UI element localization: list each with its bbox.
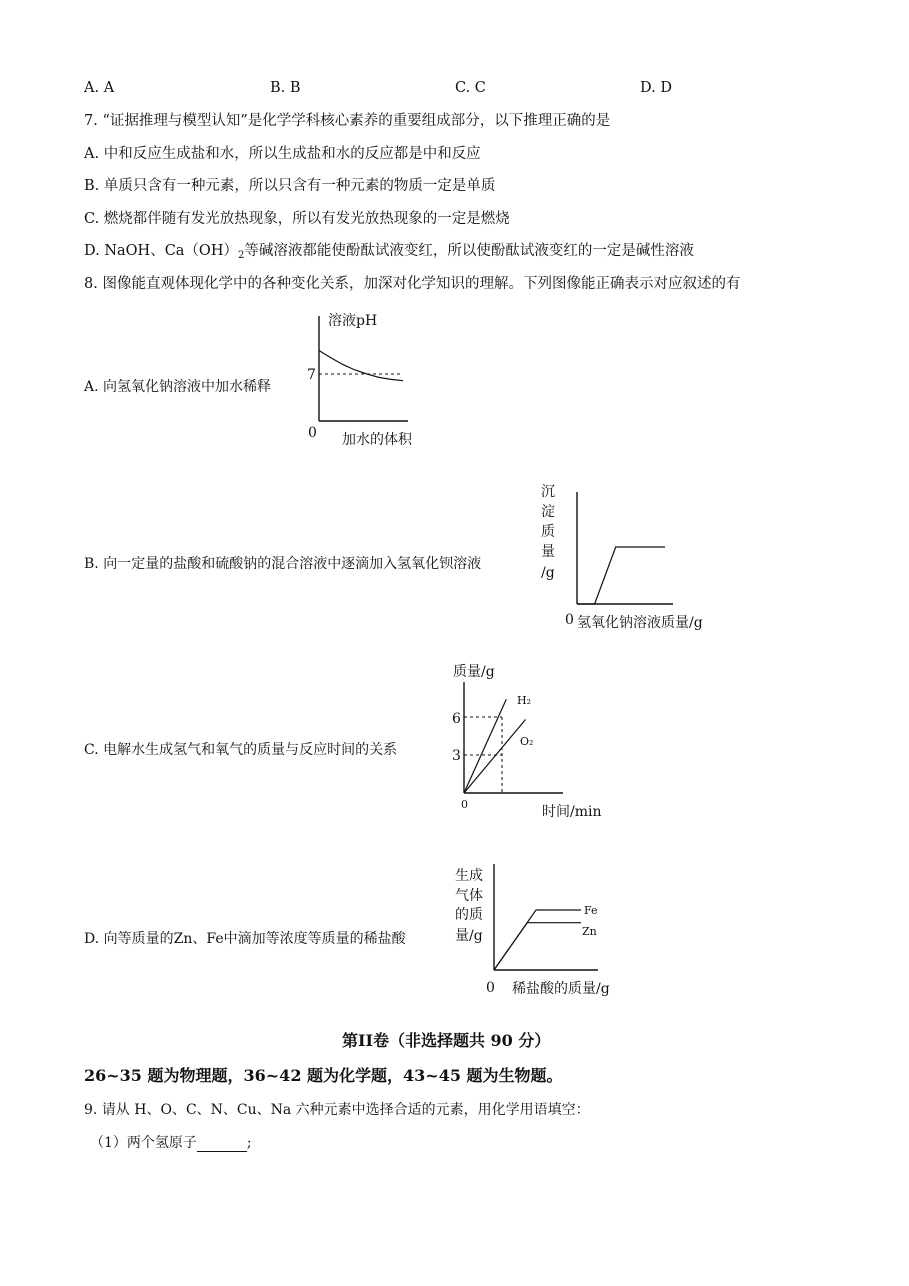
chart-b-curve [577,547,665,604]
chart-c-line-o2 [464,720,526,793]
chart-a-xlabel: 加水的体积 [342,432,412,448]
chart-d-ylabel-3: 的质 [455,907,483,923]
option-d-text-rest: 等碱溶液都能使酚酞试液变红，所以使酚酞试液变红的一定是碱性溶液 [244,243,694,259]
chart-c-line-h2 [464,699,506,793]
question-9-item-1 [90,1134,252,1152]
question-8-option-c: C. 电解水生成氢气和氧气的质量与反应时间的关系 [84,742,398,758]
chart-d-xlabel: 稀盐酸的质量/g [512,981,610,997]
question-8-stem: 8. 图像能直观体现化学中的各种变化关系，加深对化学知识的理解。下列图像能正确表示对应叙述的有 [84,276,741,292]
chart-c-label-o2: O₂ [520,735,534,748]
option-d: D. D [640,80,672,96]
chart-b-ylabel-1: 沉 [541,484,555,500]
option-a: A. A [84,80,115,96]
option-c: C. C [455,80,486,96]
chart-b-origin: 0 [565,612,574,628]
chart-b-ylabel-4: 量 [541,544,555,560]
chart-d-line-fe [494,910,581,970]
chart-d-label-fe: Fe [584,904,598,917]
chart-c-ytick-3: 3 [452,748,461,764]
part-2-title: 第II卷（非选择题共 90 分） [342,1031,551,1050]
question-8-option-b: B. 向一定量的盐酸和硫酸钠的混合溶液中逐滴加入氢氧化钡溶液 [84,556,482,572]
chart-d-label-zn: Zn [582,925,597,938]
question-7-option-c: C. 燃烧都伴随有发光放热现象，所以有发光放热现象的一定是燃烧 [84,211,510,227]
chart-a-ytick: 7 [307,367,316,383]
chart-c-origin: 0 [461,798,468,811]
chart-c-label-h2: H₂ [517,694,532,707]
chart-b-ylabel-5: /g [541,565,555,581]
chart-d-ylabel-1: 生成 [455,868,483,884]
chart-d-ylabel-4: 量/g [455,928,483,944]
chart-a-curve [319,351,403,381]
chart-b [535,480,745,635]
option-d-text: D. NaOH、Ca（OH） [84,243,238,259]
item-1-text: （1）两个氢原子 [90,1135,197,1151]
chart-a-ylabel: 溶液pH [328,313,378,329]
question-8-option-d: D. 向等质量的Zn、Fe中滴加等浓度等质量的稀盐酸 [84,931,406,947]
chart-a [300,308,450,453]
chart-d-origin: 0 [486,980,495,996]
question-7-option-b: B. 单质只含有一种元素，所以只含有一种元素的物质一定是单质 [84,178,496,194]
chart-c-ylabel: 质量/g [453,664,495,680]
question-7-stem: 7. “证据推理与模型认知”是化学学科核心素养的重要组成部分，以下推理正确的是 [84,113,611,129]
question-9-stem: 9. 请从 H、O、C、N、Cu、Na 六种元素中选择合适的元素，用化学用语填空： [84,1102,590,1118]
chart-b-ylabel-2: 淀 [541,504,555,520]
chart-d-line-zn [494,923,581,970]
question-7-option-d [84,242,694,265]
part-2-note: 26~35 题为物理题，36~42 题为化学题，43~45 题为生物题。 [84,1066,563,1085]
option-b: B. B [270,80,301,96]
item-1-end: ; [246,1135,252,1151]
chart-c-ytick-6: 6 [452,711,461,727]
chart-b-ylabel-3: 质 [541,524,555,540]
answer-blank[interactable] [197,1137,247,1152]
question-7-option-a: A. 中和反应生成盐和水，所以生成盐和水的反应都是中和反应 [84,146,481,162]
question-8-option-a: A. 向氢氧化钠溶液中加水稀释 [84,379,272,395]
chart-b-xlabel: 氢氧化钠溶液质量/g [577,615,703,631]
chart-d [450,860,640,1005]
chart-d-ylabel-2: 气体 [455,888,483,904]
chart-a-origin: 0 [308,425,317,441]
subscript: 2 [237,250,245,261]
chart-c-xlabel: 时间/min [542,804,602,820]
chart-c [445,660,620,820]
